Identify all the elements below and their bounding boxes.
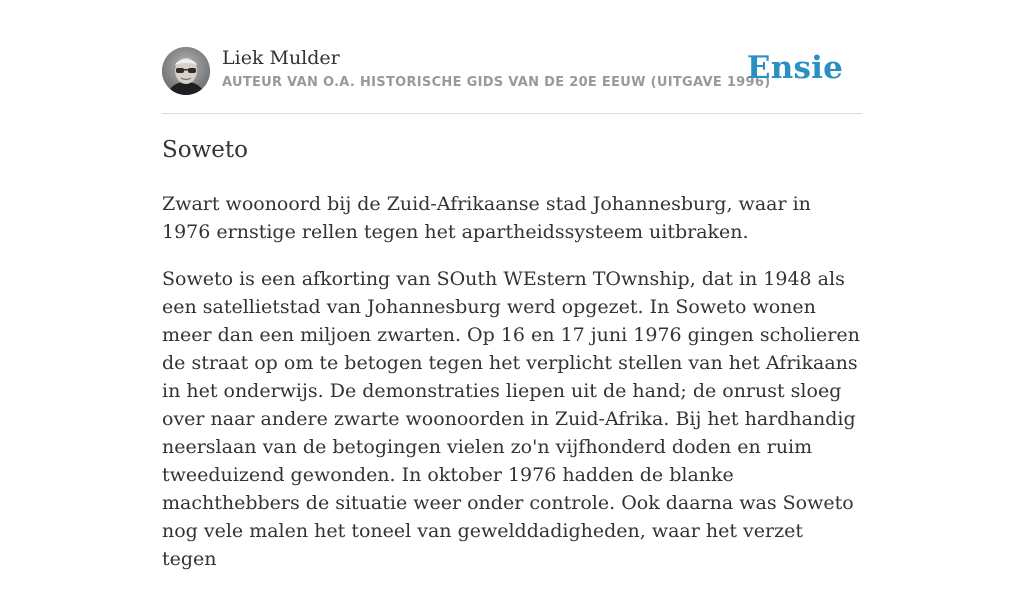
author-portrait-icon xyxy=(162,47,210,95)
article-paragraph: Zwart woonoord bij de Zuid-Afrikaanse stad Johannesburg, waar in 1976 ernstige rellen tegen het apartheidssysteem uitbraken. xyxy=(162,193,811,243)
ensie-logo-link[interactable]: Ensie xyxy=(746,50,843,86)
author-header xyxy=(162,44,862,114)
author-bio: AUTEUR VAN O.A. HISTORISCHE GIDS VAN DE 20E EEUW (UITGAVE 1996) xyxy=(222,75,771,90)
author-name[interactable]: Liek Mulder xyxy=(222,47,340,69)
article-title: Soweto xyxy=(162,137,248,163)
author-avatar[interactable] xyxy=(162,47,210,95)
article-body xyxy=(162,190,862,592)
article-paragraph: Soweto is een afkorting van SOuth WEstern TOwnship, dat in 1948 als een satellietstad van Johannesburg werd opgezet. In Soweto wonen meer dan een miljoen zwarten. Op 16 en 17 juni 1976 gingen scholieren de straat op om te betogen tegen het verplicht stellen van het Afrikaans in het onderwijs. De demonstraties liepen uit de hand; de onrust sloeg over naar andere zwarte woonoorden in Zuid-Afrika. Bij het hardhandig neerslaan van de betogingen vielen zo'n vijfhonderd doden en ruim tweeduizend gewonden. In oktober 1976 hadden de blanke machthebbers de situatie weer onder controle. Ook daarna was Soweto nog vele malen het toneel van gewelddadigheden, waar het verzet tegen xyxy=(162,268,860,570)
